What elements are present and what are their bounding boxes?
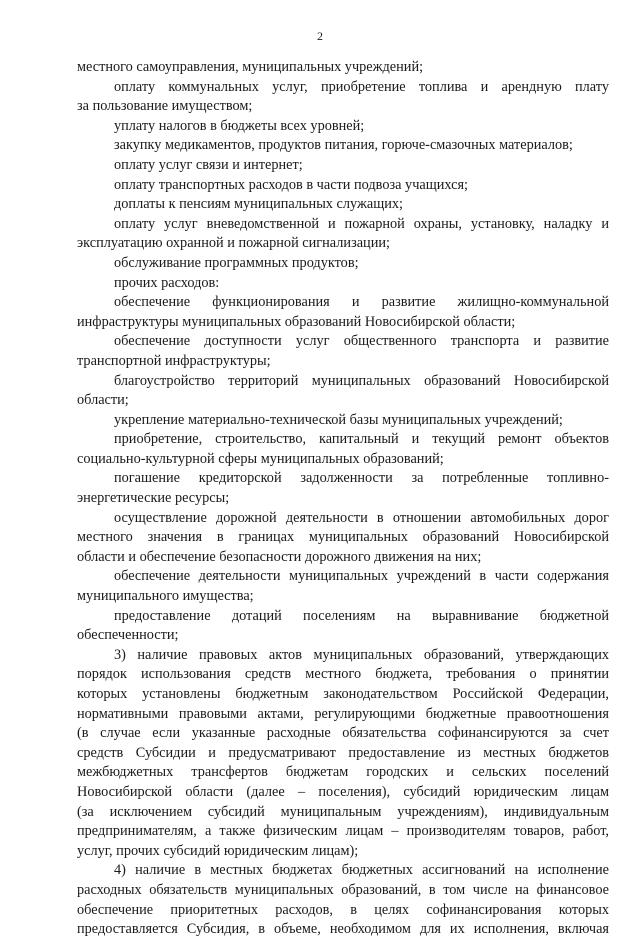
text-line: предпринимателям, а также физическим лицам – производителям товаров, работ, xyxy=(77,823,609,840)
text-line: обеспечение деятельности муниципальных учреждений в части содержания xyxy=(114,568,609,585)
text-line: приобретение, строительство, капитальный и текущий ремонт объектов xyxy=(114,431,609,448)
text-line: 3) наличие правовых актов муниципальных образований, утверждающих xyxy=(114,646,609,663)
text-line: осуществление дорожной деятельности в отношении автомобильных дорог xyxy=(114,509,609,526)
text-line: услуг, прочих субсидий юридическим лицам); xyxy=(77,842,359,859)
text-line: инфраструктуры муниципальных образований Новосибирской области; xyxy=(77,313,516,330)
text-line: энергетические ресурсы; xyxy=(77,490,230,507)
text-line: (в случае если указанные расходные обязательства софинансируются за счет xyxy=(77,725,609,742)
text-line: расходных обязательств муниципальных образований, в том числе на финансовое xyxy=(77,881,609,898)
text-line: (за исключением субсидий муниципальным учреждениям), индивидуальным xyxy=(77,803,609,820)
text-line: средств Субсидии и предусматривают предоставление из местных бюджетов xyxy=(77,744,609,761)
text-line: уплату налогов в бюджеты всех уровней; xyxy=(114,117,365,134)
text-line: закупку медикаментов, продуктов питания, горюче-смазочных материалов; xyxy=(114,137,573,154)
text-line: области и обеспечение безопасности дорожного движения на них; xyxy=(77,548,482,565)
text-line: оплату услуг связи и интернет; xyxy=(114,156,303,173)
text-line: эксплуатацию охранной и пожарной сигнализации; xyxy=(77,235,390,252)
text-line: обеспечение приоритетных расходов, в целях софинансирования которых xyxy=(77,901,609,918)
text-line: обеспечение доступности услуг общественного транспорта и развитие xyxy=(114,333,609,350)
text-line: порядок использования средств местного бюджета, требования о принятии xyxy=(77,666,609,683)
text-line: предоставляется Субсидия, в объеме, необходимом для их исполнения, включая xyxy=(77,921,609,938)
text-line: межбюджетных трансфертов бюджетам городских и сельских поселений xyxy=(77,764,609,781)
text-line: погашение кредиторской задолженности за потребленные топливно- xyxy=(114,470,609,487)
text-line: оплату транспортных расходов в части подвоза учащихся; xyxy=(114,176,469,193)
text-line: транспортной инфраструктуры; xyxy=(77,352,271,369)
text-line: прочих расходов: xyxy=(114,274,220,291)
text-line: Новосибирской области (далее – поселения), субсидий юридическим лицам xyxy=(77,783,609,800)
page-number: 2 xyxy=(317,29,323,43)
text-line: оплату услуг вневедомственной и пожарной охраны, установку, наладку и xyxy=(114,215,609,232)
text-line: обеспечение функционирования и развитие жилищно-коммунальной xyxy=(114,294,609,311)
text-line: местного самоуправления, муниципальных учреждений; xyxy=(77,59,424,75)
text-line: предоставление дотаций поселениям на выравнивание бюджетной xyxy=(114,607,609,624)
text-line: муниципального имущества; xyxy=(77,588,254,605)
text-line: 4) наличие в местных бюджетах бюджетных ассигнований на исполнение xyxy=(114,862,609,879)
text-line: нормативными правовыми актами, регулирующими бюджетные правоотношения xyxy=(77,705,609,722)
text-line: области; xyxy=(77,392,129,409)
text-line: укрепление материально-технической базы муниципальных учреждений; xyxy=(114,411,563,428)
text-line: обеспеченности; xyxy=(77,627,179,644)
text-line: благоустройство территорий муниципальных образований Новосибирской xyxy=(114,372,609,389)
text-line: оплату коммунальных услуг, приобретение топлива и арендную плату xyxy=(114,78,609,95)
text-line: которых установлены бюджетным законодательством Российской Федерации, xyxy=(77,686,609,702)
text-line: доплаты к пенсиям муниципальных служащих; xyxy=(114,196,403,213)
text-line: обслуживание программных продуктов; xyxy=(114,254,359,271)
text-line: за пользование имуществом; xyxy=(77,98,253,115)
body-text xyxy=(77,58,609,940)
text-line: местного значения в границах муниципальных образований Новосибирской xyxy=(77,529,609,546)
text-line: социально-культурной сферы муниципальных образований; xyxy=(77,450,444,467)
